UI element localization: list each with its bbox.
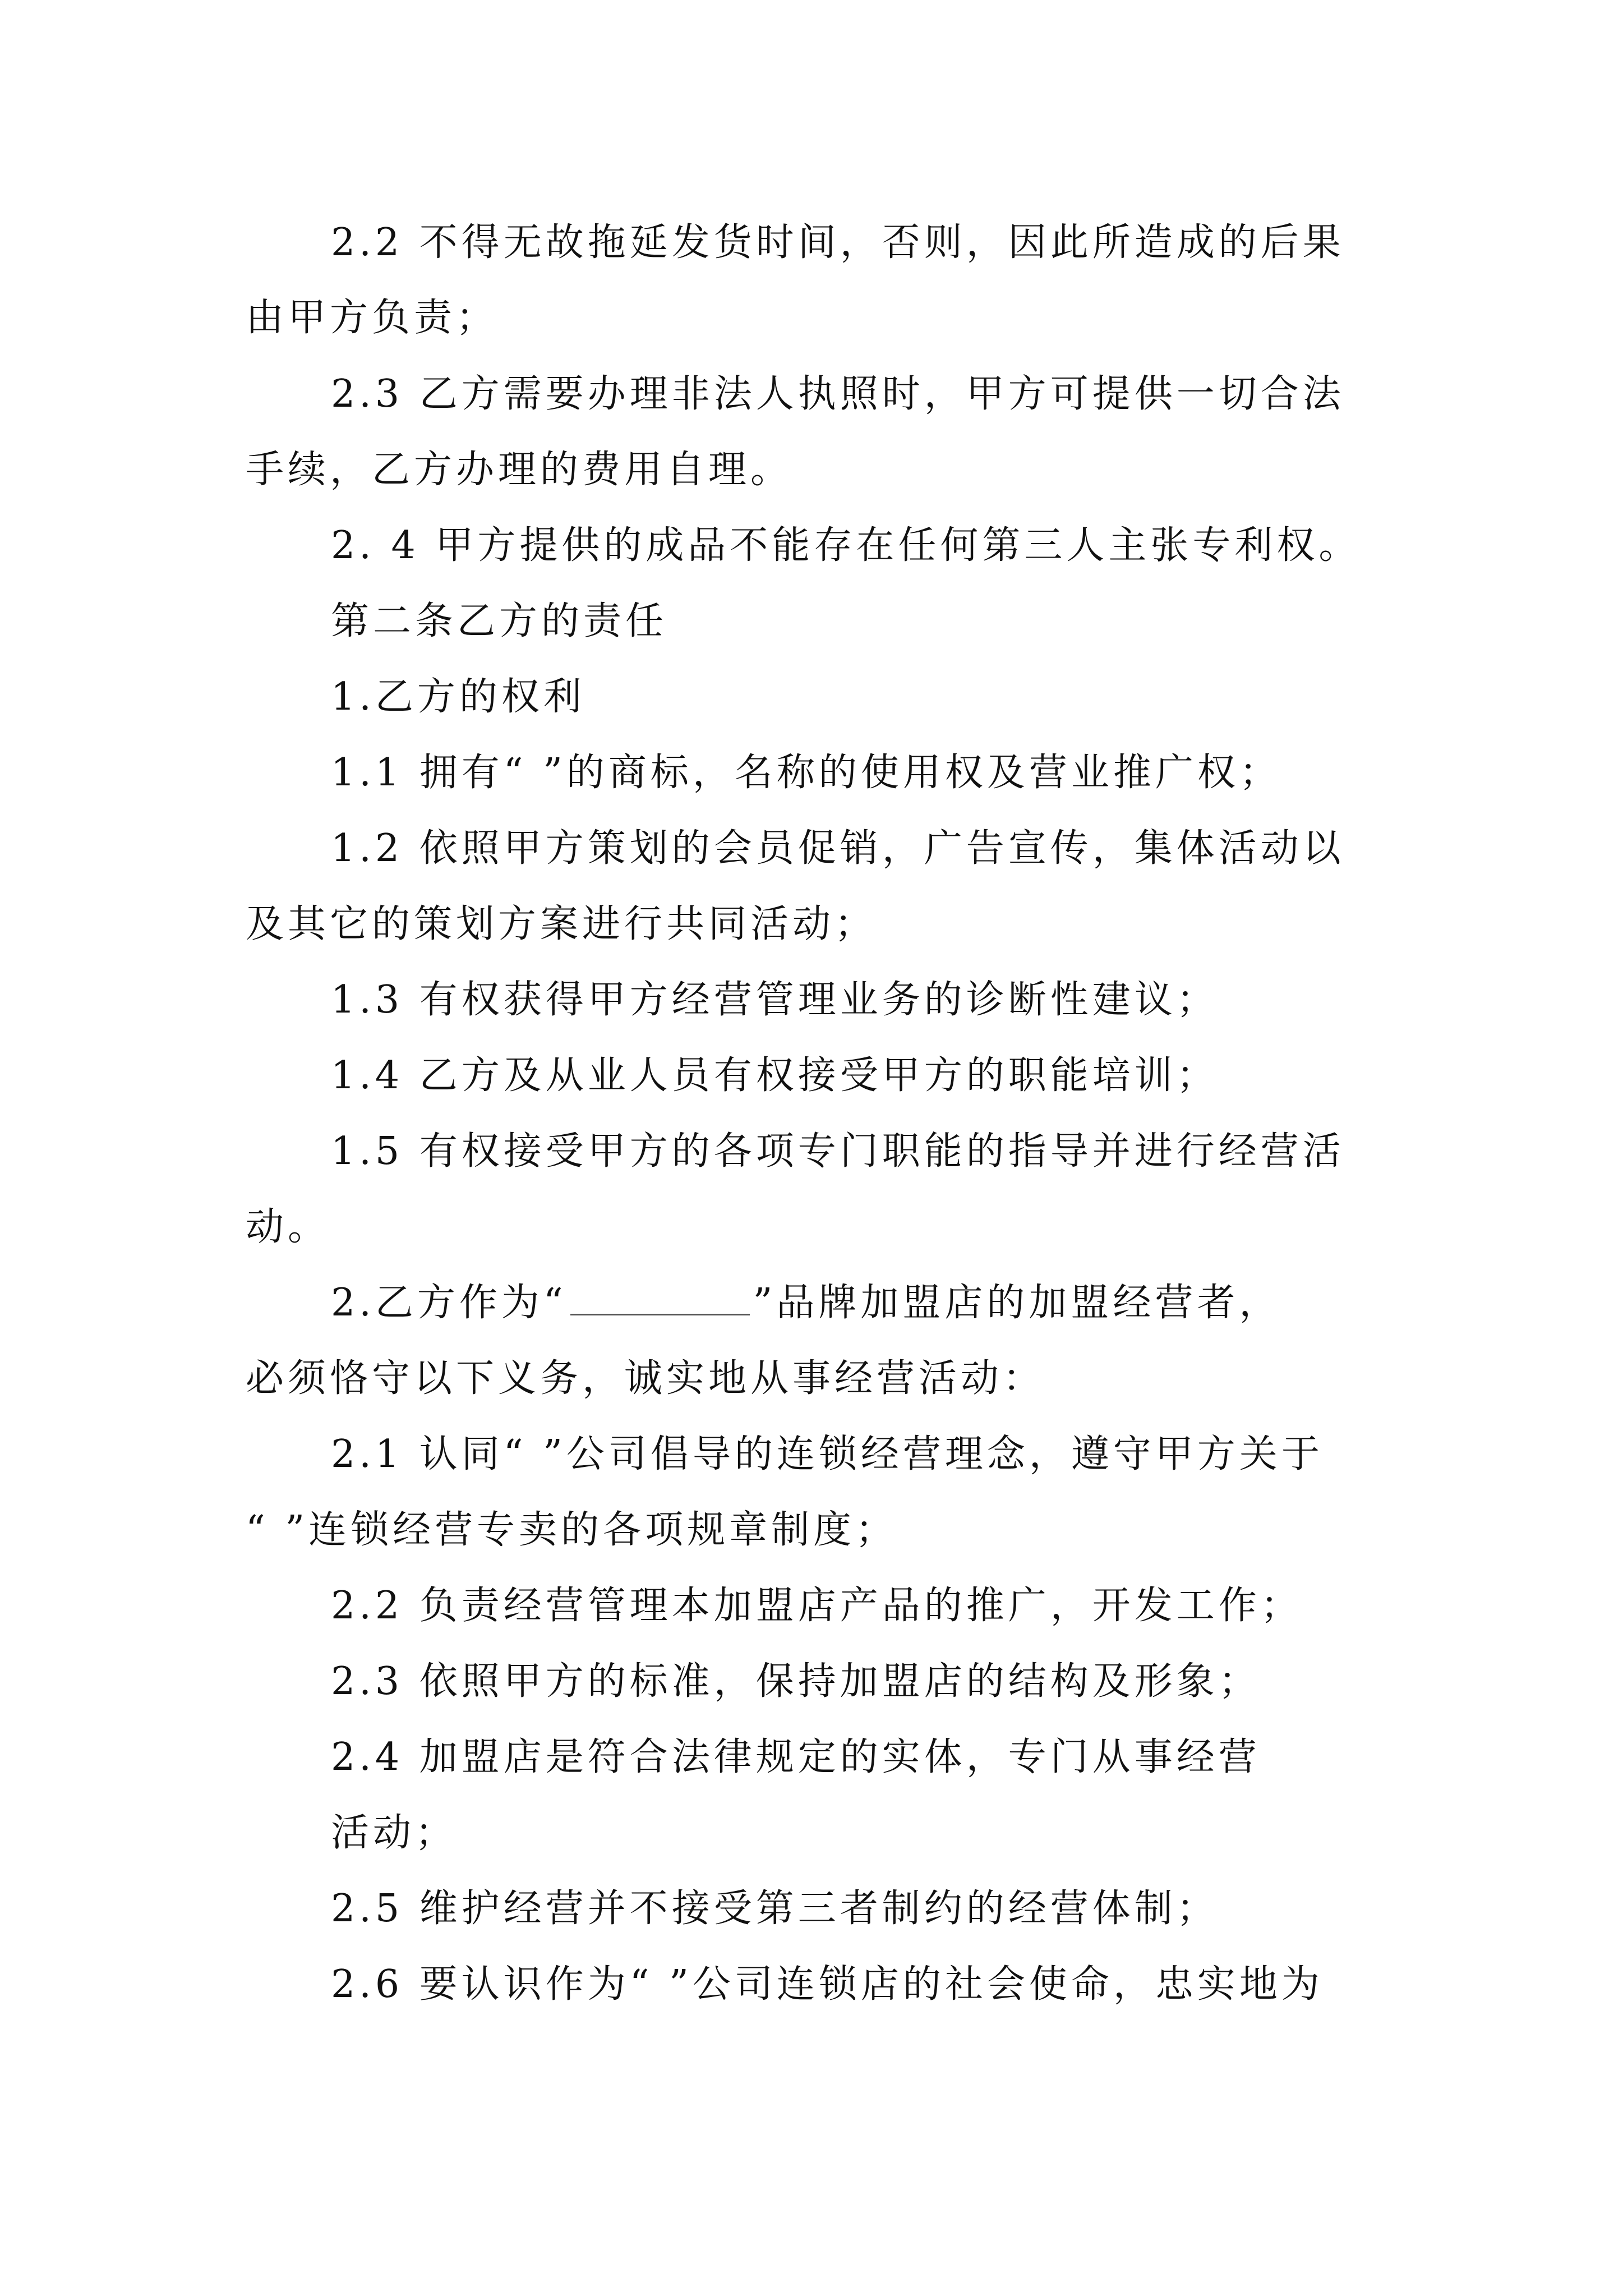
text-line: 活动；	[331, 1811, 458, 1855]
text-segment: ”品牌加盟店的加盟经营者，	[753, 1281, 1281, 1325]
text-line: 2.3 乙方需要办理非法人执照时，甲方可提供一切合法	[331, 372, 1345, 416]
text-line: 2.5 维护经营并不接受第三者制约的经营体制；	[331, 1887, 1219, 1931]
text-line: 动。	[246, 1205, 330, 1249]
text-line: 1.3 有权获得甲方经营管理业务的诊断性建议；	[331, 978, 1219, 1022]
text-line: 1.5 有权接受甲方的各项专门职能的指导并进行经营活	[331, 1129, 1345, 1174]
text-segment: 2.乙方作为“	[331, 1281, 567, 1325]
text-line: 2.2 负责经营管理本加盟店产品的推广，开发工作；	[331, 1584, 1303, 1628]
text-line	[331, 1278, 1281, 1328]
text-line: 2.2 不得无故拖延发货时间，否则，因此所造成的后果	[331, 220, 1345, 265]
subsection-heading: 1.乙方的权利	[331, 675, 585, 719]
section-heading: 第二条乙方的责任	[331, 599, 668, 643]
text-line: 必须恪守以下义务，诚实地从事经营活动：	[246, 1356, 1045, 1401]
text-line: 及其它的策划方案进行共同活动；	[246, 902, 877, 946]
text-line: 2. 4 甲方提供的成品不能存在任何第三人主张专利权。	[331, 523, 1361, 568]
text-line: 1.2 依照甲方策划的会员促销，广告宣传，集体活动以	[331, 826, 1345, 871]
text-line: 由甲方负责；	[246, 296, 499, 340]
text-line: 2.3 依照甲方的标准，保持加盟店的结构及形象；	[331, 1659, 1261, 1704]
text-line: 2.6 要认识作为“ ”公司连锁店的社会使命，忠实地为	[331, 1962, 1324, 2007]
blank-underline	[570, 1280, 750, 1315]
text-line: 手续，乙方办理的费用自理。	[246, 448, 793, 492]
text-line: 1.1 拥有“ ”的商标，名称的使用权及营业推广权；	[331, 751, 1281, 795]
text-line: “ ”连锁经营专卖的各项规章制度；	[246, 1508, 898, 1552]
text-line: 2.1 认同“ ”公司倡导的连锁经营理念，遵守甲方关于	[331, 1432, 1324, 1476]
text-line: 1.4 乙方及从业人员有权接受甲方的职能培训；	[331, 1053, 1219, 1098]
text-line: 2.4 加盟店是符合法律规定的实体，专门从事经营	[331, 1735, 1261, 1779]
